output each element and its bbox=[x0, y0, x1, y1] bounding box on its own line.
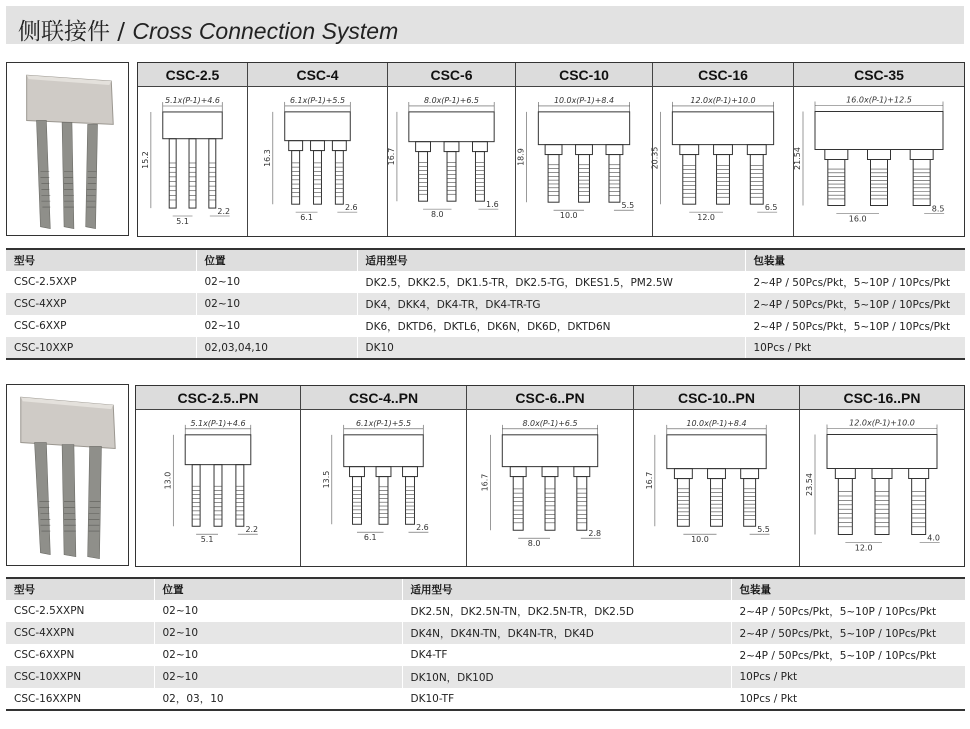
diagram-cell bbox=[800, 386, 964, 566]
dim-pitch-label: 8.0 bbox=[527, 539, 541, 549]
cell-position: 02，03，10 bbox=[154, 688, 402, 710]
dim-pitch-label: 6.1 bbox=[300, 213, 313, 223]
dim-formula-label: 16.0x(P-1)+12.5 bbox=[846, 95, 912, 105]
pin bbox=[677, 479, 689, 527]
pin-shoulder bbox=[714, 145, 733, 155]
diagram-model-title: CSC-6..PN bbox=[467, 386, 633, 410]
table-row bbox=[6, 315, 965, 337]
pin-shoulder bbox=[909, 469, 929, 479]
pin-shoulder bbox=[403, 467, 418, 477]
title-en: Cross Connection System bbox=[132, 18, 399, 44]
cell-packing: 2~4P / 50Pcs/Pkt，5~10P / 10Pcs/Pkt bbox=[731, 600, 965, 622]
dim-pitch-label: 12.0 bbox=[854, 543, 873, 553]
dim-height-label: 20.35 bbox=[650, 146, 660, 170]
cell-compatible: DK4，DKK4，DK4-TR，DK4-TR-TG bbox=[357, 293, 745, 315]
dim-formula-label: 5.1x(P-1)+4.6 bbox=[190, 418, 246, 428]
diagram-drawing bbox=[467, 410, 633, 566]
pin bbox=[353, 477, 362, 525]
diagram-drawing bbox=[516, 87, 652, 236]
cell-compatible: DK2.5，DKK2.5，DK1.5-TR，DK2.5-TG，DKES1.5，PM2.5W bbox=[357, 271, 745, 293]
table-row bbox=[6, 600, 965, 622]
pin-shoulder bbox=[868, 150, 891, 160]
diagram-model-title: CSC-2.5 bbox=[138, 63, 247, 87]
dim-end-label: 1.6 bbox=[486, 200, 499, 210]
diagram-model-title: CSC-4 bbox=[248, 63, 387, 87]
dim-formula-label: 6.1x(P-1)+5.5 bbox=[355, 418, 412, 428]
spec-table-csc bbox=[6, 248, 965, 360]
pin bbox=[292, 151, 300, 205]
table-header-row bbox=[6, 249, 965, 271]
connector-body bbox=[667, 435, 766, 469]
dim-pitch-label: 8.0 bbox=[430, 210, 444, 220]
connector-body bbox=[502, 435, 597, 467]
pin-shoulder bbox=[872, 469, 892, 479]
cell-model: CSC-10XXPN bbox=[6, 666, 154, 688]
dimension-drawing bbox=[136, 410, 300, 566]
diagram-cell bbox=[138, 63, 248, 236]
dim-end-label: 2.6 bbox=[344, 203, 358, 213]
pin-shoulder bbox=[376, 467, 391, 477]
pin-shoulder bbox=[835, 469, 855, 479]
cell-position: 02~10 bbox=[154, 644, 402, 666]
pin bbox=[750, 155, 763, 205]
table-row bbox=[6, 622, 965, 644]
pin bbox=[744, 479, 756, 527]
dim-end-label: 6.5 bbox=[764, 203, 778, 213]
dim-end-label: 2.2 bbox=[217, 207, 231, 217]
dimension-drawing bbox=[794, 87, 964, 236]
cell-position: 02,03,04,10 bbox=[196, 337, 357, 359]
dim-pitch-label: 5.1 bbox=[200, 535, 214, 545]
diagram-model-title: CSC-35 bbox=[794, 63, 964, 87]
dim-formula-label: 5.1x(P-1)+4.6 bbox=[165, 96, 220, 106]
diagram-cell bbox=[516, 63, 653, 236]
cell-model: CSC-2.5XXPN bbox=[14, 605, 85, 617]
header-compatible: 适用型号 bbox=[357, 249, 745, 271]
dim-formula-label: 8.0x(P-1)+6.5 bbox=[424, 95, 479, 105]
dim-end-label: 2.8 bbox=[588, 529, 602, 539]
title-cn: 侧联接件 / bbox=[18, 19, 133, 45]
pin-shoulder bbox=[289, 141, 303, 151]
dim-end-label: 2.6 bbox=[416, 523, 429, 533]
pin bbox=[609, 155, 620, 203]
connector-body bbox=[538, 112, 629, 145]
dimension-drawing bbox=[800, 410, 964, 566]
pin bbox=[475, 152, 484, 202]
connector-body bbox=[672, 112, 773, 145]
product-photo-csc bbox=[6, 62, 129, 236]
table-row bbox=[6, 644, 965, 666]
dim-height-label: 18.9 bbox=[516, 148, 526, 166]
cell-packing: 10Pcs / Pkt bbox=[745, 337, 965, 359]
diagram-model-title: CSC-2.5..PN bbox=[136, 386, 300, 410]
diagram-cell bbox=[388, 63, 516, 236]
pin bbox=[192, 465, 200, 527]
dim-formula-label: 12.0x(P-1)+10.0 bbox=[849, 418, 915, 428]
diagram-cell bbox=[467, 386, 634, 566]
dim-formula-label: 8.0x(P-1)+6.5 bbox=[522, 418, 578, 428]
pin-shoulder bbox=[576, 145, 593, 155]
pin bbox=[577, 477, 587, 531]
pin bbox=[189, 139, 196, 208]
dimension-drawing bbox=[248, 87, 387, 236]
diagram-model-title: CSC-16 bbox=[653, 63, 793, 87]
dim-pitch-label: 10.0 bbox=[691, 535, 709, 545]
cell-packing: 2~4P / 50Pcs/Pkt，5~10P / 10Pcs/Pkt bbox=[731, 644, 965, 666]
dimension-drawing bbox=[650, 87, 793, 236]
cell-position: 02~10 bbox=[154, 666, 402, 688]
dim-end-label: 4.0 bbox=[927, 533, 941, 543]
pin-shoulder bbox=[416, 142, 431, 152]
dim-pitch-label: 5.1 bbox=[176, 216, 189, 226]
diagram-model-title: CSC-10 bbox=[516, 63, 652, 87]
dim-pitch-label: 12.0 bbox=[697, 213, 715, 223]
dim-formula-label: 10.0x(P-1)+8.4 bbox=[686, 418, 747, 428]
dim-formula-label: 6.1x(P-1)+5.5 bbox=[289, 95, 346, 105]
pin-shoulder bbox=[542, 467, 558, 477]
pin-shoulder bbox=[545, 145, 562, 155]
diagram-model-title: CSC-10..PN bbox=[634, 386, 799, 410]
connector-body bbox=[163, 112, 222, 139]
connector-body bbox=[815, 112, 943, 150]
diagram-drawing bbox=[794, 87, 964, 236]
cell-model: CSC-6XXP bbox=[14, 320, 67, 332]
diagram-cell bbox=[136, 386, 301, 566]
page-title bbox=[18, 13, 398, 46]
pin bbox=[683, 155, 696, 205]
pin bbox=[379, 477, 388, 525]
dimension-drawing bbox=[634, 410, 799, 566]
diagram-panel-csc-pn bbox=[135, 385, 965, 567]
pin-shoulder bbox=[510, 467, 526, 477]
dim-end-label: 5.5 bbox=[757, 525, 770, 535]
diagram-model-title: CSC-6 bbox=[388, 63, 515, 87]
pin bbox=[828, 160, 845, 206]
pin-shoulder bbox=[708, 469, 726, 479]
dim-end-label: 5.5 bbox=[621, 201, 635, 211]
cell-packing: 10Pcs / Pkt bbox=[731, 688, 965, 710]
cell-compatible: DK10N，DK10D bbox=[402, 666, 731, 688]
pin bbox=[419, 152, 428, 202]
connector-body bbox=[409, 112, 494, 142]
pin bbox=[513, 477, 523, 531]
pin bbox=[236, 465, 244, 527]
pin-shoulder bbox=[910, 150, 933, 160]
cell-packing: 2~4P / 50Pcs/Pkt，5~10P / 10Pcs/Pkt bbox=[745, 271, 965, 293]
dim-height-label: 15.2 bbox=[140, 151, 150, 169]
pin bbox=[447, 152, 456, 202]
pin-shoulder bbox=[574, 467, 590, 477]
diagram-cell bbox=[650, 63, 794, 236]
cell-compatible: DK10 bbox=[357, 337, 745, 359]
pin bbox=[838, 479, 852, 535]
cell-position: 02~10 bbox=[196, 315, 357, 337]
pin bbox=[548, 155, 559, 203]
pin-shoulder bbox=[747, 145, 766, 155]
pin bbox=[711, 479, 723, 527]
dim-height-label: 16.7 bbox=[644, 471, 654, 490]
pin-shoulder bbox=[350, 467, 365, 477]
cell-model: CSC-6XXPN bbox=[14, 649, 75, 661]
diagram-cell bbox=[248, 63, 388, 236]
dim-end-label: 8.5 bbox=[931, 204, 945, 214]
cell-position: 02~10 bbox=[196, 271, 357, 293]
spec-table-csc-pn bbox=[6, 577, 965, 711]
pin-shoulder bbox=[444, 142, 459, 152]
dim-pitch-label: 10.0 bbox=[559, 211, 578, 221]
diagram-panel-csc bbox=[137, 62, 965, 237]
pin bbox=[314, 151, 322, 205]
title-bar bbox=[6, 6, 964, 44]
dim-end-label: 2.2 bbox=[245, 525, 259, 535]
pin-shoulder bbox=[332, 141, 346, 151]
cell-model: CSC-4XXPN bbox=[6, 622, 154, 644]
diagram-drawing bbox=[138, 87, 247, 236]
diagram-drawing bbox=[634, 410, 799, 566]
pin bbox=[545, 477, 555, 531]
dim-height-label: 16.7 bbox=[386, 147, 396, 166]
pin-shoulder bbox=[311, 141, 325, 151]
cell-compatible: DK2.5N，DK2.5N-TN，DK2.5N-TR，DK2.5D bbox=[402, 600, 731, 622]
pin bbox=[913, 160, 930, 206]
dim-height-label: 16.3 bbox=[262, 149, 272, 167]
cell-compatible: DK6，DKTD6，DKTL6，DK6N，DK6D，DKTD6N bbox=[357, 315, 745, 337]
dim-pitch-label: 16.0 bbox=[848, 214, 867, 224]
pin-shoulder bbox=[825, 150, 848, 160]
pin bbox=[875, 479, 889, 535]
table-row bbox=[6, 337, 965, 359]
cell-compatible: DK4N，DK4N-TN，DK4N-TR，DK4D bbox=[402, 622, 731, 644]
table-row bbox=[6, 293, 965, 315]
table-row bbox=[6, 688, 965, 710]
product-photo-pn-svg bbox=[7, 385, 128, 565]
table-row bbox=[6, 666, 965, 688]
dim-pitch-label: 6.1 bbox=[363, 533, 377, 543]
connector-body bbox=[827, 435, 937, 469]
pin bbox=[717, 155, 730, 205]
pin-shoulder bbox=[741, 469, 759, 479]
dim-height-label: 21.54 bbox=[793, 147, 802, 170]
dim-height-label: 23.54 bbox=[805, 473, 814, 496]
cell-compatible: DK4-TF bbox=[402, 644, 731, 666]
table-header-row bbox=[6, 578, 965, 600]
connector-body bbox=[185, 435, 251, 465]
pin bbox=[214, 465, 222, 527]
cell-compatible: DK10-TF bbox=[402, 688, 731, 710]
product-photo-csc-pn bbox=[6, 384, 129, 566]
connector-body bbox=[344, 435, 424, 467]
connector-body bbox=[285, 112, 351, 141]
cell-position: 02~10 bbox=[154, 622, 402, 644]
dim-formula-label: 10.0x(P-1)+8.4 bbox=[553, 95, 615, 105]
dimension-drawing bbox=[516, 87, 652, 236]
header-position: 位置 bbox=[154, 578, 402, 600]
dim-height-label: 16.7 bbox=[480, 473, 490, 492]
pin bbox=[169, 139, 176, 208]
header-packing: 包装量 bbox=[731, 578, 965, 600]
pin-shoulder bbox=[674, 469, 692, 479]
cell-model: CSC-2.5XXP bbox=[14, 276, 77, 288]
dim-formula-label: 12.0x(P-1)+10.0 bbox=[690, 95, 756, 105]
cell-position: 02~10 bbox=[196, 293, 357, 315]
pin-shoulder bbox=[680, 145, 699, 155]
cell-packing: 2~4P / 50Pcs/Pkt，5~10P / 10Pcs/Pkt bbox=[745, 293, 965, 315]
dimension-drawing bbox=[388, 87, 515, 236]
diagram-drawing bbox=[248, 87, 387, 236]
dimension-drawing bbox=[138, 87, 247, 236]
diagram-drawing bbox=[388, 87, 515, 236]
dimension-drawing bbox=[301, 410, 466, 566]
cell-model: CSC-16XXPN bbox=[6, 688, 154, 710]
pin-shoulder bbox=[473, 142, 488, 152]
pin bbox=[579, 155, 590, 203]
pin bbox=[871, 160, 888, 206]
diagram-cell bbox=[794, 63, 964, 236]
diagram-cell bbox=[634, 386, 800, 566]
product-photo-svg bbox=[7, 63, 128, 235]
diagram-cell bbox=[301, 386, 467, 566]
dim-height-label: 13.0 bbox=[163, 471, 173, 490]
pin bbox=[209, 139, 216, 208]
cell-packing: 10Pcs / Pkt bbox=[731, 666, 965, 688]
table-row bbox=[6, 271, 965, 293]
cell-model: CSC-4XXP bbox=[6, 293, 196, 315]
cell-model: CSC-10XXP bbox=[6, 337, 196, 359]
header-position: 位置 bbox=[196, 249, 357, 271]
header-packing: 包装量 bbox=[745, 249, 965, 271]
diagram-drawing bbox=[650, 87, 793, 236]
cell-position: 02~10 bbox=[154, 600, 402, 622]
diagram-model-title: CSC-4..PN bbox=[301, 386, 466, 410]
dim-height-label: 13.5 bbox=[321, 470, 331, 489]
pin-shoulder bbox=[606, 145, 623, 155]
header-model: 型号 bbox=[6, 578, 154, 600]
cell-packing: 2~4P / 50Pcs/Pkt，5~10P / 10Pcs/Pkt bbox=[745, 315, 965, 337]
diagram-drawing bbox=[800, 410, 964, 566]
pin bbox=[335, 151, 343, 205]
pin bbox=[406, 477, 415, 525]
diagram-drawing bbox=[136, 410, 300, 566]
pin bbox=[912, 479, 926, 535]
cell-packing: 2~4P / 50Pcs/Pkt，5~10P / 10Pcs/Pkt bbox=[731, 622, 965, 644]
diagram-drawing bbox=[301, 410, 466, 566]
diagram-model-title: CSC-16..PN bbox=[800, 386, 964, 410]
header-compatible: 适用型号 bbox=[402, 578, 731, 600]
dimension-drawing bbox=[467, 410, 633, 566]
header-model: 型号 bbox=[6, 249, 196, 271]
